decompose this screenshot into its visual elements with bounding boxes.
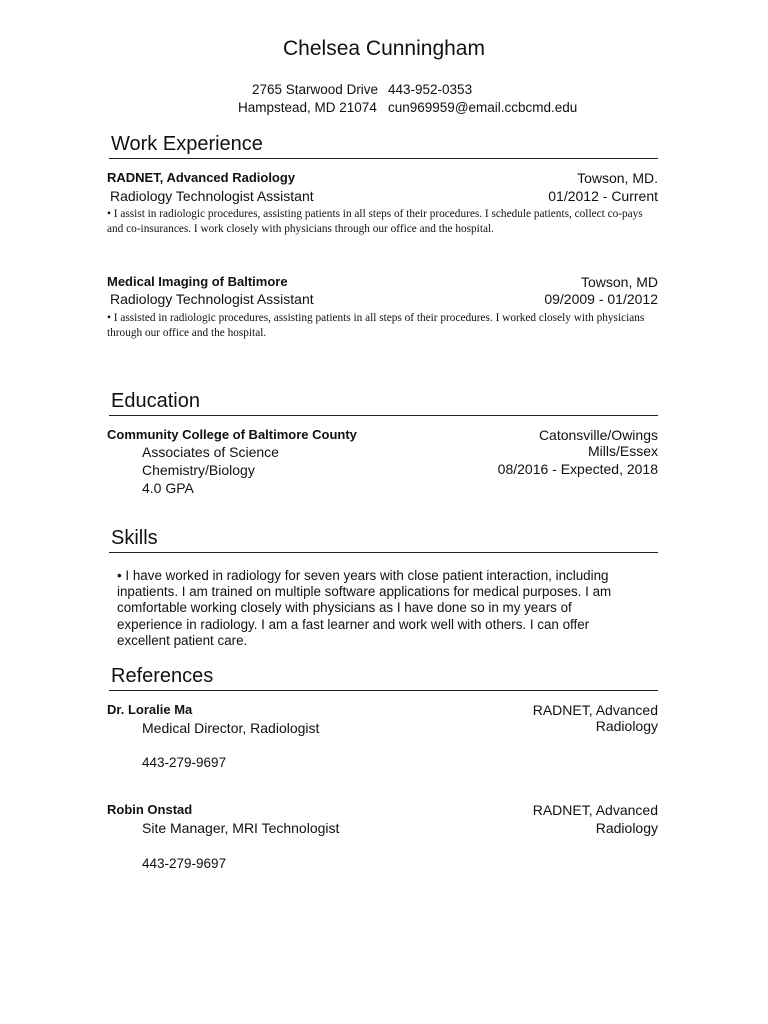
education-heading: Education [111,390,200,412]
education-dates: 08/2016 - Expected, 2018 [497,461,658,477]
school-location-line2: Mills/Essex [587,443,658,459]
school-name: Community College of Baltimore County [107,427,357,442]
job-role: Radiology Technologist Assistant [110,188,314,204]
major: Chemistry/Biology [142,462,255,478]
section-divider [109,415,658,416]
job-location: Towson, MD. [577,170,658,186]
reference-org-line1: RADNET, Advanced [532,702,658,718]
section-divider [109,690,658,691]
references-heading: References [111,665,214,687]
reference-title: Site Manager, MRI Technologist [142,820,340,836]
reference-phone: 443-279-9697 [142,755,227,770]
reference-org-line2: Radiology [595,718,658,734]
phone-number: 443-952-0353 [388,82,473,97]
reference-org-line1: RADNET, Advanced [532,802,658,818]
city-state-zip: Hampstead, MD 21074 [238,100,377,115]
section-divider [109,158,658,159]
job-dates: 01/2012 - Current [548,188,658,204]
job-employer: RADNET, Advanced Radiology [107,170,296,185]
resume-name: Chelsea Cunningham [283,37,485,60]
job-location: Towson, MD [580,274,658,290]
job-description: • I assist in radiologic procedures, assisting patients in all steps of their procedures. I schedule patients, collect co-pays and co-insurances. I work closely with physicians through our office and the hospital. [107,208,643,235]
reference-name: Dr. Loralie Ma [107,702,193,717]
skills-heading: Skills [111,527,158,549]
skills-summary: • I have worked in radiology for seven years with close patient interaction, including inpatients. I am trained on multiple software applications for medical purposes. I am comfortable working closely with physicians as I have done so in my years of experience in radiology. I am a fast learner and work well with others. I can offer excellent patient care. [117,568,612,648]
email-address: cun969959@email.ccbcmd.edu [388,100,578,115]
job-dates: 09/2009 - 01/2012 [544,291,658,307]
reference-phone: 443-279-9697 [142,856,227,871]
section-divider [109,552,658,553]
job-employer: Medical Imaging of Baltimore [107,274,288,289]
street-address: 2765 Starwood Drive [252,82,379,97]
reference-title: Medical Director, Radiologist [142,720,320,736]
work-experience-heading: Work Experience [111,133,263,155]
reference-org-line2: Radiology [595,820,658,836]
degree: Associates of Science [142,444,279,460]
school-location-line1: Catonsville/Owings [538,427,658,443]
gpa: 4.0 GPA [142,480,194,496]
job-description: • I assisted in radiologic procedures, assisting patients in all steps of their procedures. I worked closely with physicians through our office and the hospital. [107,312,645,339]
reference-name: Robin Onstad [107,802,193,817]
job-role: Radiology Technologist Assistant [110,291,314,307]
